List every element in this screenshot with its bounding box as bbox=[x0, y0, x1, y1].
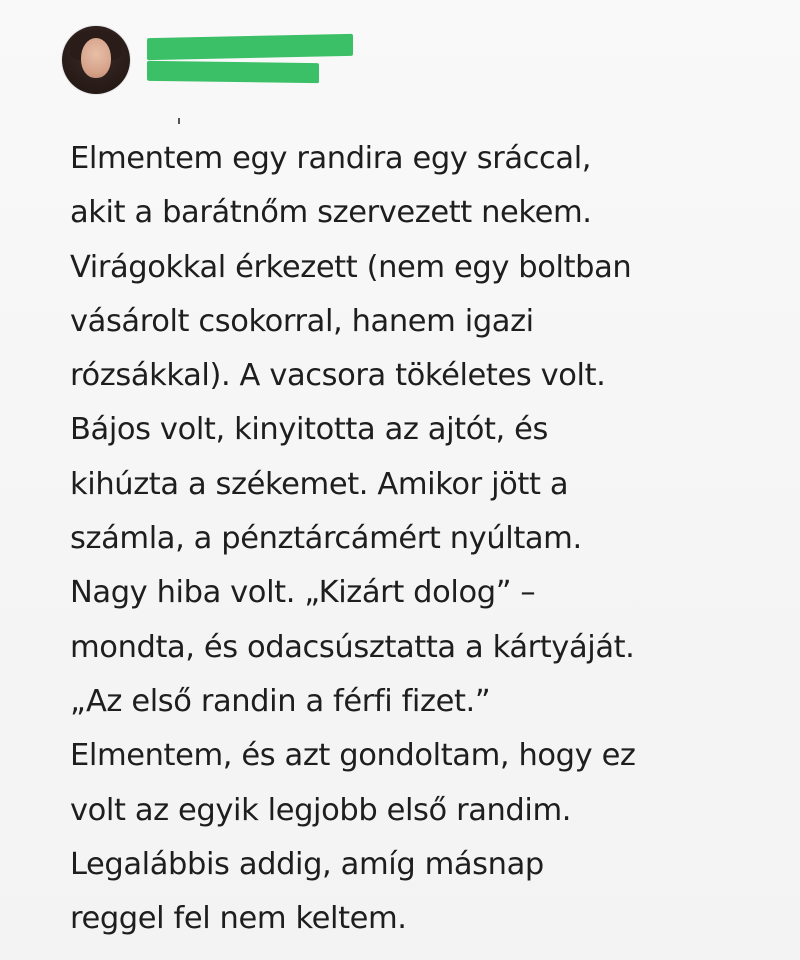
avatar-face-shape bbox=[81, 38, 111, 78]
post-body-line: Elmentem, és azt gondoltam, hogy ez bbox=[70, 738, 636, 774]
avatar[interactable] bbox=[62, 26, 130, 94]
post-body-line: volt az egyik legjobb első randim. bbox=[70, 792, 572, 828]
post-body-line: kihúzta a székemet. Amikor jött a bbox=[70, 466, 569, 502]
post-body-line: számla, a pénztárcámért nyúltam. bbox=[70, 521, 582, 557]
post-body-line: Bájos volt, kinyitotta az ajtót, és bbox=[70, 412, 548, 448]
post-header bbox=[62, 26, 362, 96]
stray-mark bbox=[178, 118, 180, 124]
post-body-line: Legalábbis addig, amíg másnap bbox=[70, 846, 544, 882]
post-body bbox=[70, 132, 780, 946]
post-body-line: Virágokkal érkezett (nem egy boltban bbox=[70, 249, 632, 285]
redacted-author-meta bbox=[147, 61, 319, 83]
post-body-line: akit a barátnőm szervezett nekem. bbox=[70, 195, 592, 231]
post-body-line: Elmentem egy randira egy sráccal, bbox=[70, 141, 592, 176]
post-body-line: vásárolt csokorral, hanem igazi bbox=[70, 303, 534, 339]
post-body-line: rózsákkal). A vacsora tökéletes volt. bbox=[70, 358, 606, 394]
redacted-author-name bbox=[147, 34, 353, 60]
post-body-line: mondta, és odacsúsztatta a kártyáját. bbox=[70, 629, 635, 665]
post-body-line: reggel fel nem keltem. bbox=[70, 901, 407, 937]
post-body-line: Nagy hiba volt. „Kizárt dolog” – bbox=[70, 575, 536, 611]
post-body-line: „Az első randin a férfi fizet.” bbox=[70, 683, 491, 719]
